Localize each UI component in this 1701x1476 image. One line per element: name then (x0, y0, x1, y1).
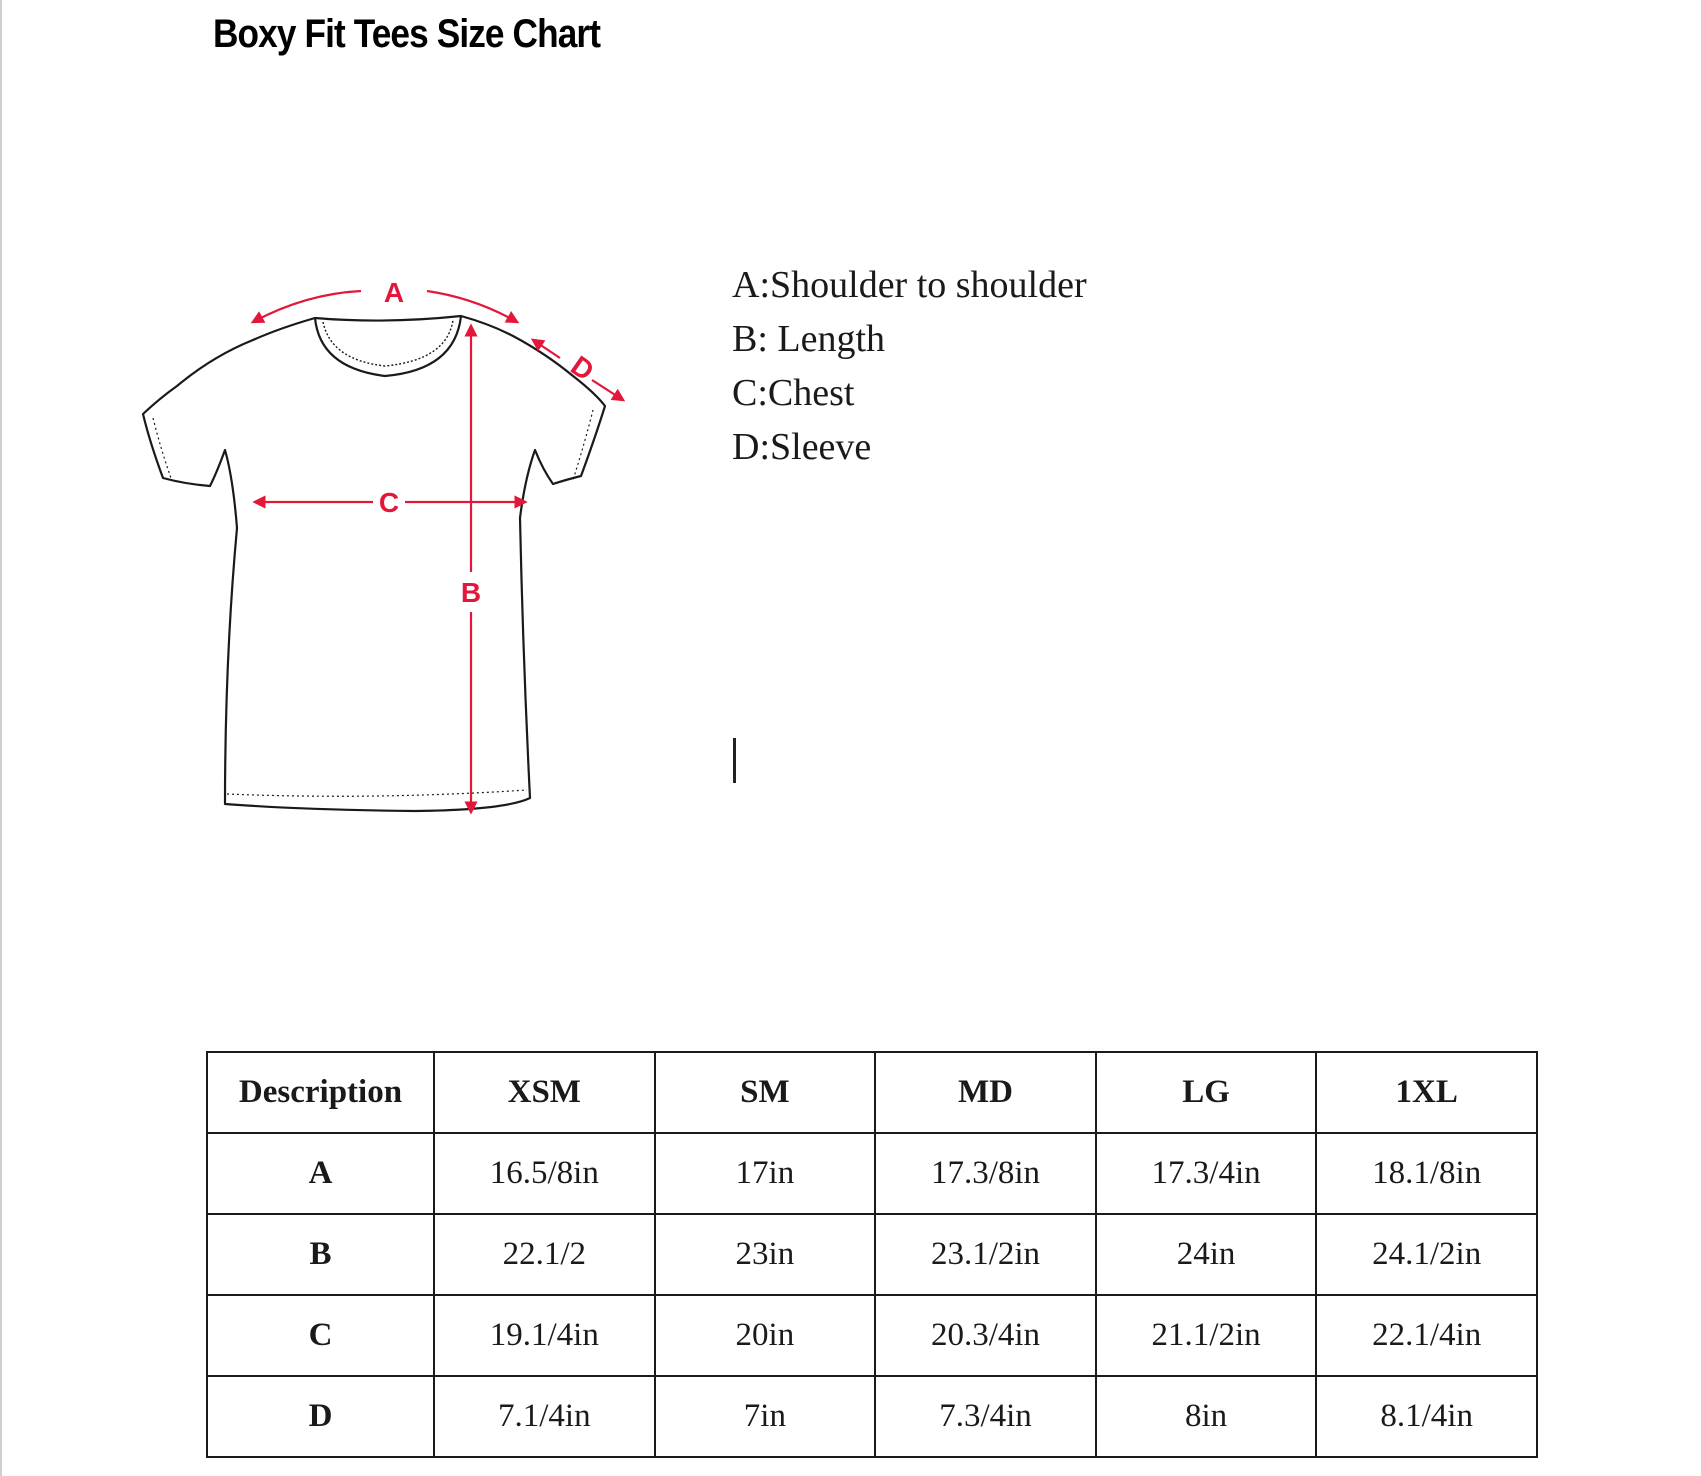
header-lg: LG (1096, 1052, 1317, 1133)
table-cell: 8in (1096, 1376, 1317, 1457)
table-cell: 23.1/2in (875, 1214, 1096, 1295)
table-row (207, 1133, 1537, 1214)
page-left-border (0, 0, 2, 1476)
table-cell: 16.5/8in (434, 1133, 655, 1214)
header-1xl: 1XL (1316, 1052, 1537, 1133)
row-label: A (207, 1133, 434, 1214)
legend-item-c: C:Chest (732, 372, 855, 414)
tshirt-outline (143, 316, 605, 811)
legend-item-a: A:Shoulder to shoulder (732, 264, 1087, 306)
table-cell: 17.3/8in (875, 1133, 1096, 1214)
legend-item-d: D:Sleeve (732, 426, 872, 468)
table-cell: 21.1/2in (1096, 1295, 1317, 1376)
label-c: C (378, 487, 400, 518)
table-cell: 22.1/4in (1316, 1295, 1537, 1376)
page-title: Boxy Fit Tees Size Chart (213, 12, 601, 56)
row-label: B (207, 1214, 434, 1295)
text-cursor[interactable] (733, 738, 736, 783)
table-cell: 23in (655, 1214, 876, 1295)
table-cell: 17in (655, 1133, 876, 1214)
table-cell: 24in (1096, 1214, 1317, 1295)
label-b: B (460, 577, 482, 608)
row-label: D (207, 1376, 434, 1457)
measurement-legend (732, 258, 1152, 474)
table-cell: 20in (655, 1295, 876, 1376)
table-row (207, 1295, 1537, 1376)
header-description: Description (207, 1052, 434, 1133)
header-xsm: XSM (434, 1052, 655, 1133)
table-cell: 24.1/2in (1316, 1214, 1537, 1295)
table-cell: 7.3/4in (875, 1376, 1096, 1457)
label-a: A (383, 277, 405, 308)
table-header-row (207, 1052, 1537, 1133)
table-cell: 22.1/2 (434, 1214, 655, 1295)
table-cell: 20.3/4in (875, 1295, 1096, 1376)
header-md: MD (875, 1052, 1096, 1133)
size-chart-table (206, 1051, 1538, 1458)
table-cell: 7in (655, 1376, 876, 1457)
table-cell: 17.3/4in (1096, 1133, 1317, 1214)
table-cell: 18.1/8in (1316, 1133, 1537, 1214)
table-cell: 19.1/4in (434, 1295, 655, 1376)
tshirt-body (143, 316, 605, 811)
tshirt-measurement-diagram (105, 228, 705, 858)
table-cell: 7.1/4in (434, 1376, 655, 1457)
label-d: D (565, 349, 600, 387)
row-label: C (207, 1295, 434, 1376)
table-row (207, 1376, 1537, 1457)
table-row (207, 1214, 1537, 1295)
legend-item-b: B: Length (732, 318, 886, 360)
header-sm: SM (655, 1052, 876, 1133)
table-cell: 8.1/4in (1316, 1376, 1537, 1457)
